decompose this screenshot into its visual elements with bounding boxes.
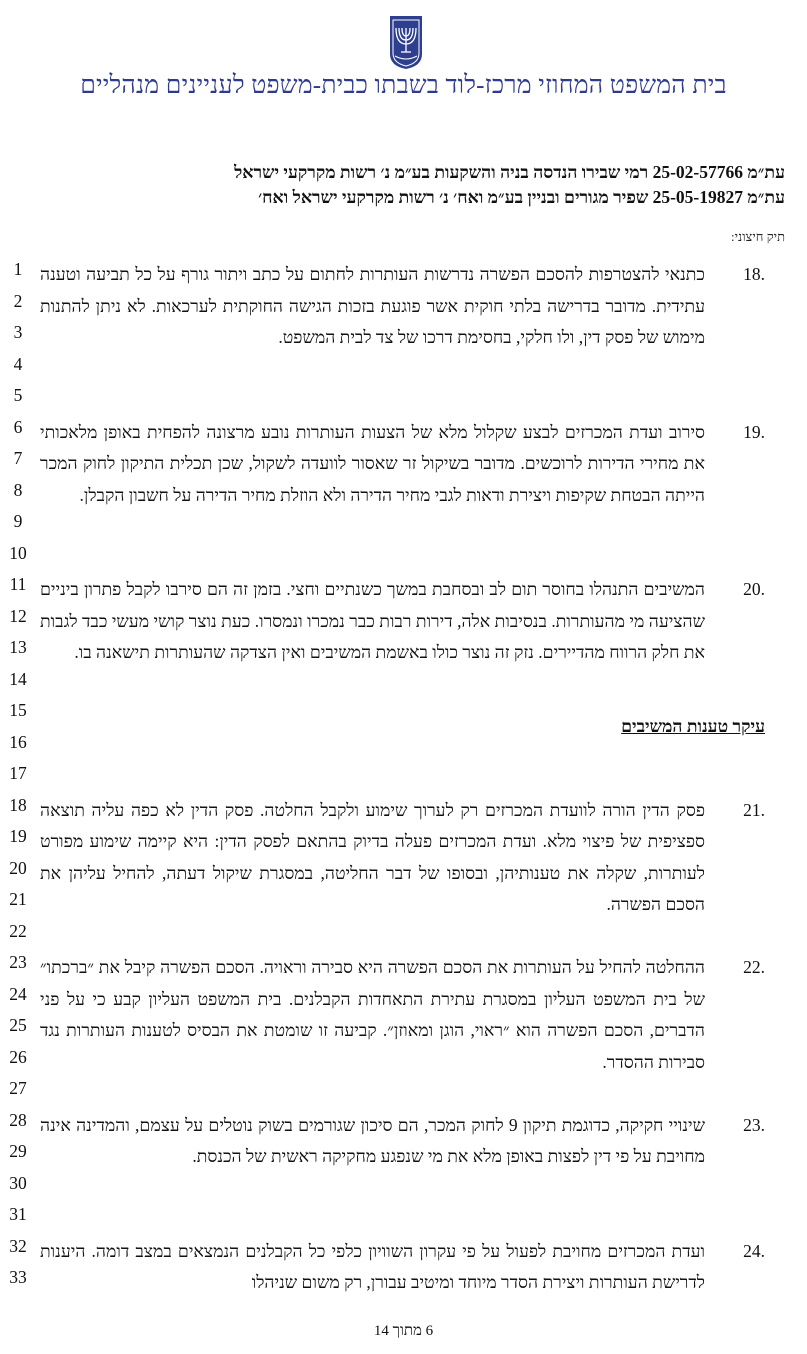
paragraph-number: .21 (743, 799, 765, 820)
paragraph-21 (40, 795, 765, 921)
paragraph-22 (40, 952, 765, 1078)
court-name: בית המשפט המחוזי מרכז-לוד בשבתו כבית-משפט לעניינים מנהליים (80, 72, 727, 99)
line-number: 3 (13, 322, 23, 342)
paragraph-18 (40, 259, 765, 354)
case-line: עת״מ 25-05-19827 שפיר מגורים ובניין בע״מ ואח׳ נ׳ רשות מקרקעי ישראל ואח׳ (258, 187, 785, 207)
line-number: 32 (9, 1235, 27, 1256)
paragraph-text: ההחלטה להחיל על העותרות את הסכם הפשרה היא סבירה וראויה. הסכם הפשרה קיבל את ״ברכתו״ של בית המשפט העליון במסגרת עתירת התאחדות הקבלנים. בית המשפט העליון קבע כי על פני הדברים, הסכם הפשרה הוא ״ראוי, הוגן ומאוזן״. קביעה זו שומטת את הבסיס לטענות העותרות נגד סבירות ההסדר. (40, 957, 705, 1072)
line-number: 14 (9, 668, 27, 689)
line-number: 8 (13, 479, 23, 500)
line-number: 9 (13, 511, 23, 531)
case-line: עת״מ 25-02-57766 רמי שבירו הנדסה בניה והשקעות בע״מ נ׳ רשות מקרקעי ישראל (234, 162, 785, 182)
line-number: 18 (9, 794, 27, 815)
line-number: 27 (9, 1078, 27, 1098)
paragraph-text: המשיבים התנהלו בחוסר תום לב ובסחבת במשך כשנתיים וחצי. בזמן זה הם סירבו לקבל פתרון ביניים שהציעה מי מהעותרות. בנסיבות אלה, דירות רבות כבר נמכרו ונמסרו. כעת נוצר קושי מעשי כבד לגבות את חלק הרווח מהדיירים. נזק זה נוצר כולו באשמת המשיבים ואין הצדקה שהעותרות תישאנה בו. (40, 579, 705, 662)
paragraph-19 (40, 417, 765, 512)
line-number: 26 (9, 1046, 27, 1067)
line-number: 24 (9, 983, 27, 1004)
paragraph-number: .23 (743, 1114, 765, 1135)
line-number: 29 (9, 1141, 27, 1161)
paragraph-number: .22 (743, 957, 765, 977)
line-number: 10 (9, 542, 27, 563)
line-number: 15 (9, 700, 27, 720)
paragraph-number: .20 (743, 579, 765, 599)
line-number: 6 (13, 416, 23, 437)
paragraph-text: סירוב ועדת המכרזים לבצע שקלול מלא של הצעות העותרות נובע מרצונה להפחית באופן מלאכותי את מחירי הדירות לרוכשים. מדובר בשיקול זר שאסור לוועדה לשקול, שכן תכלית התיקון לחוק המכר הייתה הבטחת שקיפות ויצירת ודאות לגבי מחיר הדירה ולא הוזלת מחיר הדירה על חשבון הקבלן. (40, 421, 705, 505)
line-number: 4 (13, 353, 23, 374)
section-heading: עיקר טענות המשיבים (621, 716, 765, 736)
line-number: 21 (9, 889, 27, 909)
line-number: 13 (9, 637, 27, 657)
line-number: 17 (9, 763, 27, 783)
line-number: 23 (9, 952, 27, 972)
external-file-label: תיק חיצוני: (730, 229, 785, 244)
paragraph-20 (40, 574, 765, 669)
paragraph-24 (40, 1236, 765, 1299)
state-emblem-icon (388, 14, 424, 70)
line-number: 20 (9, 857, 27, 878)
line-number: 1 (13, 259, 23, 279)
paragraph-number: .18 (743, 264, 765, 284)
paragraph-number: .24 (743, 1240, 765, 1261)
line-number: 30 (9, 1172, 27, 1193)
paragraph-text: שינויי חקיקה, כדוגמת תיקון 9 לחוק המכר, הם סיכון שגורמים בשוק נוטלים על עצמם, והמדינה אינה מחויבת על פי דין לפצות באופן מלא את מי שנפגע מחקיקה ראשית של הכנסת. (40, 1114, 706, 1166)
case-caption (25, 160, 785, 210)
line-number: 22 (9, 920, 27, 941)
paragraph-text: פסק הדין הורה לוועדת המכרזים רק לערוך שימוע ולקבל החלטה. פסק הדין לא כפה עליה תוצאה ספציפית של פיצוי מלא. ועדת המכרזים פעלה בדיוק בהתאם לפסק הדין: היא קיימה שימוע מפורט לעותרות, שקלה את טענותיהן, ובסופו של דבר החליטה, במסגרת שיקול דעתה, להחיל עליהן את הסכם הפשרה. (40, 799, 705, 914)
paragraph-23 (40, 1110, 765, 1173)
paragraph-text: כתנאי להצטרפות להסכם הפשרה נדרשות העותרות לחתום על כתב ויתור גורף על כל תביעה וטענה עתידית. מדובר בדרישה בלתי חוקית אשר פוגעת בזכות הגישה החוקתית לערכאות. לא ניתן להתנות מימוש של פסק דין, ולו חלקי, בחסימת דרכו של צד לבית המשפט. (40, 264, 705, 347)
paragraph-number: .19 (743, 421, 765, 442)
line-number: 5 (13, 385, 23, 405)
line-number: 19 (9, 826, 27, 846)
line-number: 2 (13, 290, 23, 311)
paragraph-text: ועדת המכרזים מחויבת לפעול על פי עקרון השוויון כלפי כל הקבלנים הנמצאים במצב דומה. היענות לדרישת העותרות ויצירת הסדר מיוחד ומיטיב עבורן, רק משום שניהלו (40, 1240, 705, 1292)
page-number: 6 מתוך 14 (373, 1323, 434, 1339)
line-number: 12 (9, 605, 27, 626)
line-number: 11 (9, 574, 27, 594)
line-number: 25 (9, 1015, 27, 1035)
line-number: 33 (9, 1267, 27, 1287)
line-number: 7 (13, 448, 23, 468)
line-number: 28 (9, 1109, 27, 1130)
line-number: 31 (9, 1204, 27, 1224)
line-number: 16 (9, 731, 27, 752)
